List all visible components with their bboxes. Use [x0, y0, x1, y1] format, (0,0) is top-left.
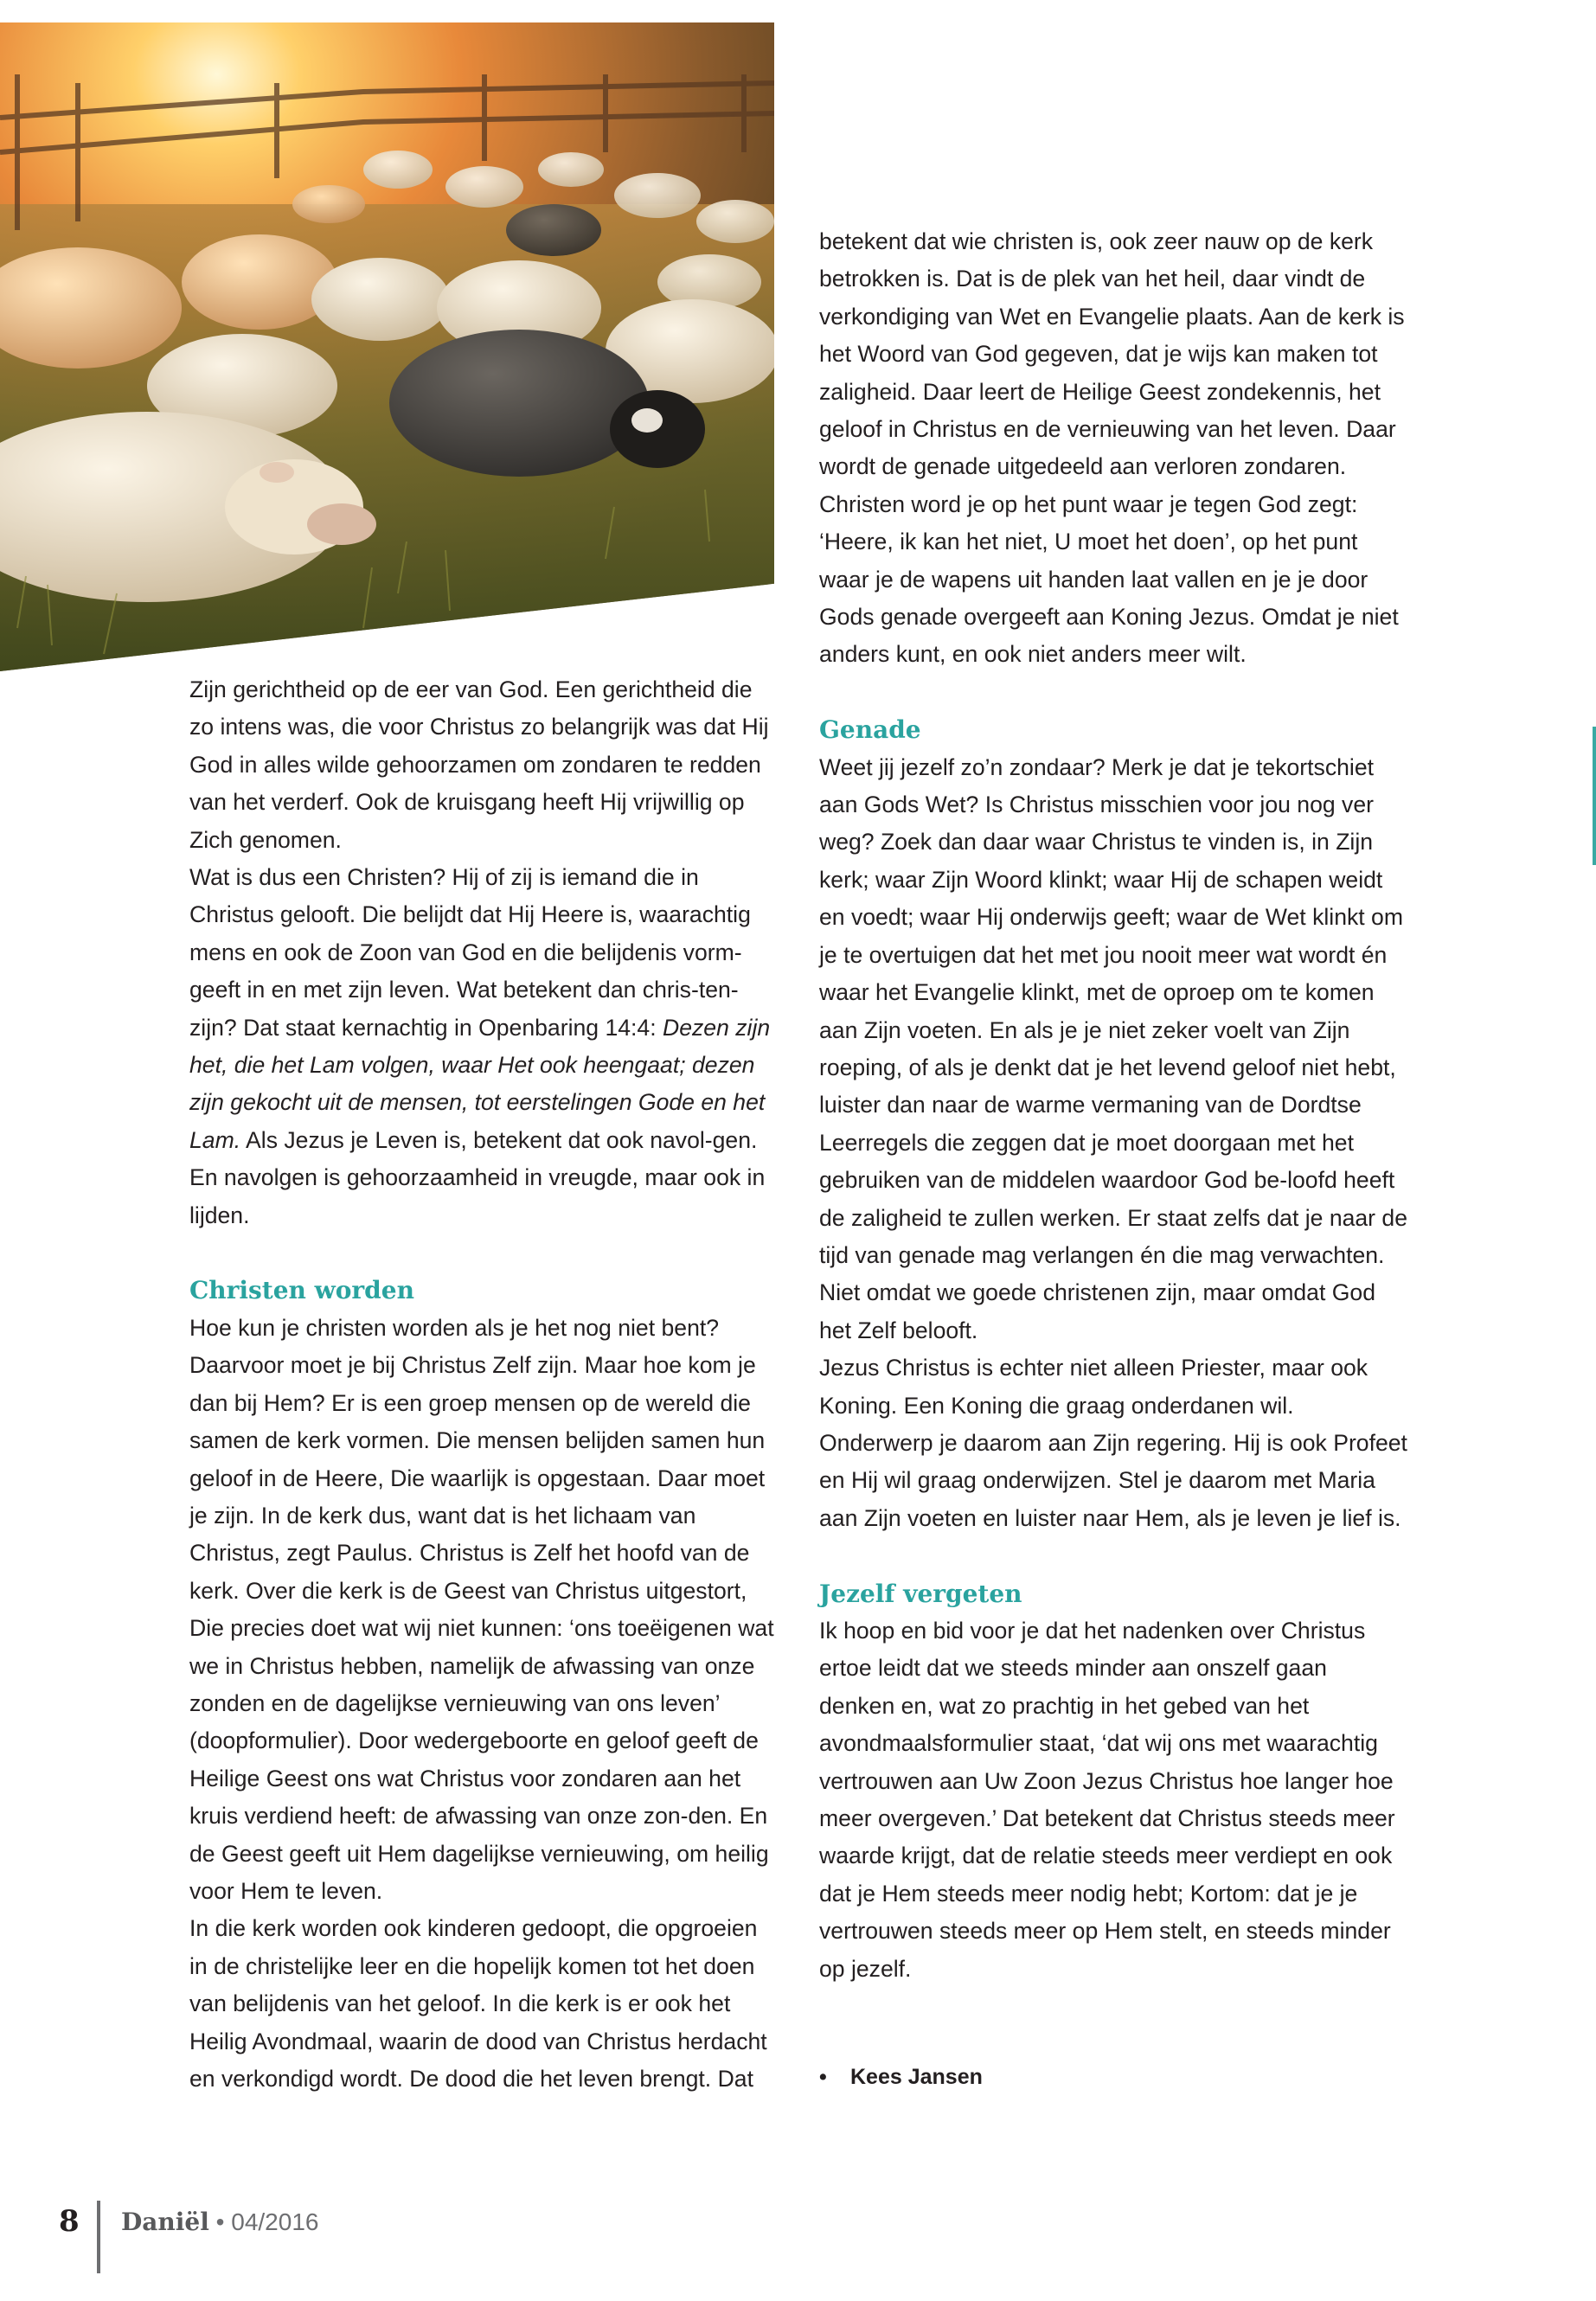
- paragraph: [189, 859, 778, 1234]
- section-heading-genade: Genade: [819, 715, 921, 745]
- section-heading-jezelf-vergeten: Jezelf vergeten: [819, 1579, 1022, 1608]
- paragraph: Ik hoop en bid voor je dat het nadenken over Christus ertoe leidt dat we steeds minder aan onszelf gaan denken en, wat zo prachtig in het gebed van het avondmaalsformulier staat, ‘dat wij ons met waarachtig vertrouwen aan Uw Zoon Jezus Christus hoe langer hoe meer overgeven.’ Dat betekent dat Christus steeds meer waarde krijgt, dat de relatie steeds meer verdiept en ook dat je Hem steeds meer nodig hebt; Kortom: dat je je vertrouwen steeds meer op Hem stelt, en steeds minder op jezelf.: [819, 1618, 1395, 1982]
- paragraph: Hoe kun je christen worden als je het nog niet bent? Daarvoor moet je bij Christus Zelf zijn. Maar hoe kom je dan bij Hem? Er is een groep mensen op de wereld die samen de kerk vormen. Die mensen belijden samen hun geloof in de Heere, Die waarlijk is opgestaan. Daar moet je zijn. In de kerk dus, want dat is het lichaam van Christus, zegt Paulus. Christus is Zelf het hoofd van de kerk. Over die kerk is de Geest van Christus uitgestort, Die precies doet wat wij niet kunnen: ‘ons toeëigenen wat we in Christus hebben, namelijk de afwassing van onze zonden en de dagelijkse vernieuwing van ons leven’ (doopformulier). Door wedergeboorte en geloof geeft de Heilige Geest ons wat Christus voor zondaren aan het kruis verdiend heeft: de afwassing van onze zon-den. En de Geest geeft uit Hem dagelijkse vernieuwing, om heilig voor Hem te leven.: [189, 1314, 774, 1904]
- author-byline: [819, 2059, 983, 2096]
- footer-divider: [97, 2201, 100, 2273]
- paragraph-text: Als Jezus je Leven is, betekent dat ook navol-gen. En navolgen is gehoorzaamheid in vreugde, maar ook in lijden.: [189, 1126, 766, 1228]
- issue-number: 04/2016: [231, 2208, 319, 2235]
- bullet: •: [819, 2065, 827, 2089]
- sheep-meadow-photo: [0, 22, 774, 671]
- page-number: 8: [59, 2204, 80, 2239]
- paragraph-text: Wat is dus een Christen? Hij of zij is iemand die in Christus gelooft. Die belijdt dat Hij Heere is, waarachtig mens en ook de Zoon van God en die belijdenis vorm-geeft in en met zijn leven. Wat betekent dan chris-ten-zijn? Dat staat kernachtig in Openbaring 14:4:: [189, 864, 751, 1041]
- page-footer: [59, 2204, 319, 2239]
- author-name: Kees Jansen: [850, 2065, 983, 2089]
- section-heading-christen-worden: Christen worden: [189, 1276, 414, 1305]
- magazine-issue: [121, 2208, 318, 2236]
- footer-separator: •: [215, 2208, 225, 2235]
- left-column: [189, 671, 778, 2098]
- paragraph: Jezus Christus is echter niet alleen Priester, maar ook Koning. Een Koning die graag onderdanen wil. Onderwerp je daarom aan Zijn regering. Hij is ook Profeet en Hij wil graag onderwijzen. Stel je daarom met Maria aan Zijn voeten en luister naar Hem, als je leven je lief is.: [819, 1355, 1407, 1531]
- paragraph: Zijn gerichtheid op de eer van God. Een gerichtheid die zo intens was, die voor Christus zo belangrijk was dat Hij God in alles wilde gehoorzamen om zondaren te redden van het verderf. Ook de kruisgang heeft Hij vrijwillig op Zich genomen.: [189, 676, 769, 853]
- right-column: [819, 223, 1407, 1988]
- sheep-illustration: [0, 22, 774, 671]
- paragraph: Weet jij jezelf zo’n zondaar? Merk je dat je tekortschiet aan Gods Wet? Is Christus misschien voor jou nog ver weg? Zoek dan daar waar Christus te vinden is, in Zijn kerk; waar Zijn Woord klinkt; waar Hij de schapen weidt en voedt; waar Hij onderwijs geeft; waar de Wet klinkt om je te overtuigen dat het met jou nooit meer wat wordt én waar het Evangelie klinkt, met de oproep om te komen aan Zijn voeten. En als je je niet zeker voelt van Zijn roeping, of als je denkt dat je het levend geloof niet hebt, luister dan naar de warme vermaning van de Dordtse Leerregels die zeggen dat je moet doorgaan met het gebruiken van de middelen waardoor God be-loofd heeft de zaligheid te zullen werken. Er staat zelfs dat je naar de tijd van genade mag verlangen én die mag verwachten. Niet omdat we goede christenen zijn, maar omdat God het Zelf belooft.: [819, 753, 1408, 1343]
- page-edge-accent: [1593, 727, 1596, 865]
- paragraph: betekent dat wie christen is, ook zeer nauw op de kerk betrokken is. Dat is de plek van het heil, daar vindt de verkondiging van Wet en Evangelie plaats. Aan de kerk is het Woord van God gegeven, dat je wijs kan maken tot zaligheid. Daar leert de Heilige Geest zondekennis, het geloof in Christus en de vernieuwing van het leven. Daar wordt de genade uitgedeeld aan verloren zondaren. Christen word je op het punt waar je tegen God zegt: ‘Heere, ik kan het niet, U moet het doen’, op het punt waar je de wapens uit handen laat vallen en je je door Gods genade overgeeft aan Koning Jezus. Omdat je niet anders kunt, en ook niet anders meer wilt.: [819, 228, 1405, 668]
- magazine-name: Daniël: [121, 2207, 209, 2236]
- scripture-quote: Dezen zijn het, die het Lam volgen, waar Het ook heengaat; dezen zijn gekocht uit de mensen, tot eerstelingen Gode en het Lam.: [189, 1014, 771, 1153]
- paragraph: In die kerk worden ook kinderen gedoopt, die opgroeien in de christelijke leer en die hopelijk komen tot het doen van belijdenis van het geloof. In die kerk is er ook het Heilig Avondmaal, waarin de dood van Christus herdacht en verkondigd wordt. De dood die het leven brengt. Dat: [189, 1915, 767, 2093]
